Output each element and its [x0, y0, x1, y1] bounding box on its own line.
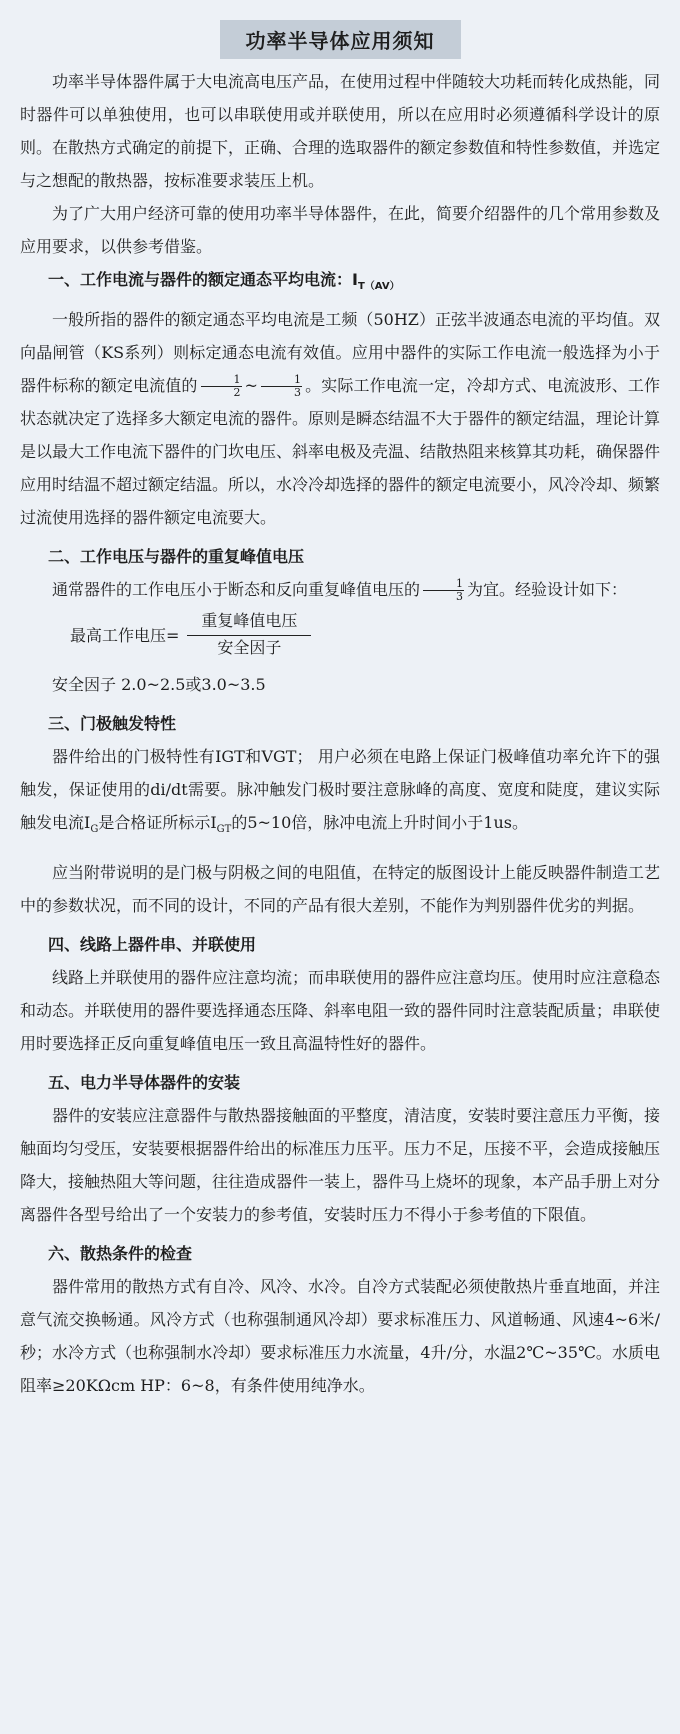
- section-1-text-b: 。实际工作电流一定，冷却方式、电流波形、工作状态就决定了选择多大额定电流的器件。原则是瞬态结温不大于器件的额定结温，理论计算是以最大工作电流下器件的门坎电压、斜率电极及壳温、结散热阻来核算其功耗，确保器件应用时结温不超过额定结温。所以，水冷冷却选择的器件的额定电流要小，风冷冷却、频繁过流使用选择的器件额定电流要大。: [20, 376, 661, 528]
- igt-subscript: GT: [216, 824, 232, 836]
- section-1-heading: [20, 263, 660, 303]
- section-2-heading: 二、工作电压与器件的重复峰值电压: [48, 547, 305, 567]
- intro-paragraph-2: 为了广大用户经济可靠的使用功率半导体器件，在此，简要介绍器件的几个常用参数及应用要求，以供参考借鉴。: [20, 204, 661, 256]
- formula-label: 最高工作电压=: [70, 625, 180, 645]
- section-5-paragraph: 器件的安装应注意器件与散热器接触面的平整度，清洁度，安装时要注意压力平衡，接触面均匀受压，安装要根据器件给出的标准压力压平。压力不足，压接不平，会造成接触压降大，接触热阻大等问题，往往造成器件一装上，器件马上烧坏的现象，本产品手册上对分离器件各型号给出了一个安装力的参考值，安装时压力不得小于参考值的下限值。: [20, 1106, 661, 1225]
- formula-denominator: 安全因子: [217, 637, 282, 657]
- section-2-paragraph: [20, 573, 660, 606]
- intro-paragraph-1: 功率半导体器件属于大电流高电压产品，在使用过程中伴随较大功耗而转化成热能，同时器件可以单独使用，也可以串联使用或并联使用，所以在应用时必须遵循科学设计的原则。在散热方式确定的前提下，正确、合理的选取器件的额定参数值和特性参数值，并选定与之想配的散热器，按标准要求装压上机。: [20, 72, 661, 190]
- section-2-text-b: 为宜。经验设计如下：: [467, 580, 628, 600]
- section-3-heading: 三、门极触发特性: [48, 714, 177, 734]
- section-1-heading-text: 一、工作电流与器件的额定通态平均电流：I: [48, 270, 358, 289]
- section-4-heading: 四、线路上器件串、并联使用: [48, 935, 257, 955]
- section-3-paragraph-2: 应当附带说明的是门极与阴极之间的电阻值，在特定的版图设计上能反映器件制造工艺中的参数状况，而不同的设计，不同的产品有很大差别，不能作为判别器件优劣的判据。: [20, 863, 661, 916]
- section-6-heading: 六、散热条件的检查: [48, 1244, 193, 1264]
- section-1-paragraph: [20, 303, 660, 534]
- section-3-text-c: 的5~10倍，脉冲电流上升时间小于1us。: [231, 813, 528, 833]
- section-3-text-a: 器件给出的门极特性有IGT和VGT； 用户必须在电路上保证门极峰值功率允许下的强触发，保证使用的di/dt需要。脉冲触发门极时要注意脉峰的高度、宽度和陡度，建议实际触发电流I: [20, 747, 660, 833]
- fraction-separator: ~: [244, 376, 258, 396]
- fraction-one-third: [423, 578, 464, 603]
- section-3-paragraph-1: [20, 740, 660, 846]
- section-6-paragraph: 器件常用的散热方式有自冷、风冷、水冷。自冷方式装配必须使散热片垂直地面，并注意气流交换畅通。风冷方式（也称强制通风冷却）要求标准压力、风道畅通、风速4~6米/秒；水冷方式（也称强制水冷却）要求标准压力水流量，4升/分，水温2℃~35℃。水质电阻率≥20KΩcm HP：6~8，有条件使用纯净水。: [20, 1277, 661, 1396]
- fraction-one-third: [261, 374, 302, 399]
- fraction-denominator: 3: [456, 590, 464, 604]
- section-5-heading: 五、电力半导体器件的安装: [48, 1073, 241, 1093]
- section-1-heading-subscript: T（AV）: [357, 281, 400, 293]
- fraction-numerator: 1: [423, 578, 464, 591]
- section-2-text-a: 通常器件的工作电压小于断态和反向重复峰值电压的: [52, 580, 421, 600]
- document-body: [0, 65, 680, 1402]
- section-3-text-b: 是合格证所标示I: [98, 813, 217, 833]
- fraction-numerator: 1: [261, 374, 302, 387]
- section-1-text-a: 一般所指的器件的额定通态平均电流是工频（50HZ）正弦半波通态电流的平均值。双向晶闸管（KS系列）则标定通态电流有效值。应用中器件的实际工作电流一般选择为小于器件标称的额定电流值的: [20, 310, 660, 396]
- fraction-denominator: 3: [293, 386, 301, 400]
- fraction-denominator: 2: [233, 386, 241, 400]
- formula-fraction: [187, 609, 311, 660]
- ig-subscript: G: [90, 824, 99, 836]
- page-title: 功率半导体应用须知: [220, 20, 461, 59]
- title-bar: [0, 0, 680, 65]
- fraction-one-half: [201, 374, 242, 399]
- voltage-formula: [20, 606, 660, 662]
- safety-factor-line: 安全因子 2.0~2.5或3.0~3.5: [52, 675, 266, 695]
- section-4-paragraph: 线路上并联使用的器件应注意均流；而串联使用的器件应注意均压。使用时应注意稳态和动态。并联使用的器件要选择通态压降、斜率电阻一致的器件同时注意装配质量；串联使用时要选择正反向重复峰值电压一致且高温特性好的器件。: [20, 968, 661, 1054]
- formula-numerator: 重复峰值电压: [187, 609, 311, 636]
- fraction-numerator: 1: [201, 374, 242, 387]
